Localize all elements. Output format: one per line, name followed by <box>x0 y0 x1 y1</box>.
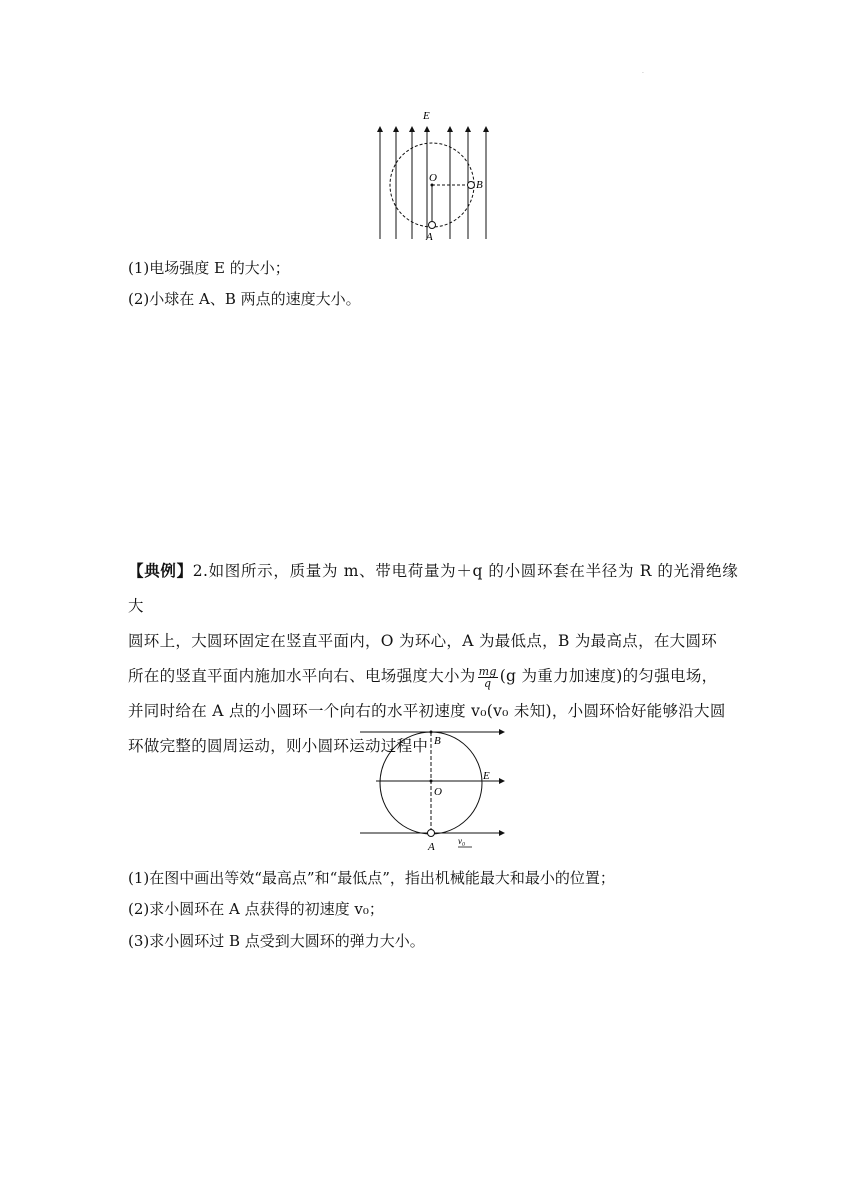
page-mark: . <box>642 68 644 75</box>
fraction-numerator: mg <box>478 664 497 678</box>
fraction-mg-over-q <box>478 666 498 689</box>
problem1-question1: (1)电场强度 E 的大小； <box>128 259 290 277</box>
center-dot <box>430 780 433 783</box>
figure-2-ring-diagram <box>358 725 508 855</box>
example2-line3-post: (g 为重力加速度)的匀强电场， <box>499 667 718 685</box>
center-label: O <box>429 172 437 184</box>
problem1-question2: (2)小球在 A、B 两点的速度大小。 <box>128 290 361 308</box>
example2-line4: 并同时给在 A 点的小圆环一个向右的水平初速度 v₀(v₀ 未知)，小圆环恰好能够沿大圆 <box>128 702 726 720</box>
example2-line3-pre: 所在的竖直平面内施加水平向右、电场强度大小为 <box>128 667 476 685</box>
problem2-question2: (2)求小圆环在 A 点获得的初速度 v₀； <box>128 900 384 918</box>
field-label: E <box>423 110 430 122</box>
point-a-label: A <box>428 841 435 853</box>
point-a-label: A <box>426 231 433 243</box>
example2-line1: 2.如图所示，质量为 m、带电荷量为＋q 的小圆环套在半径为 R 的光滑绝缘大 <box>128 562 738 615</box>
problem2-question1: (1)在图中画出等效“最高点”和“最低点”，指出机械能最大和最小的位置； <box>128 869 615 887</box>
ball-a <box>429 222 436 229</box>
fraction-denominator: q <box>483 676 492 690</box>
center-label: O <box>434 786 442 798</box>
point-b-label: B <box>434 735 441 747</box>
ball-b <box>468 182 475 189</box>
top-dot <box>430 731 433 734</box>
problem2-question3: (3)求小圆环过 B 点受到大圆环的弹力大小。 <box>128 932 425 950</box>
example-tag: 【典例】 <box>128 561 193 580</box>
velocity-label: v₀ <box>458 836 466 846</box>
small-ring-a <box>428 830 435 837</box>
example2-line2: 圆环上，大圆环固定在竖直平面内，O 为环心，A 为最低点，B 为最高点，在大圆环 <box>128 632 718 650</box>
point-b-label: B <box>476 179 483 191</box>
figure-1-field-diagram <box>370 105 495 245</box>
field-label: E <box>483 770 490 782</box>
example2-line5: 环做完整的圆周运动，则小圆环运动过程中 <box>128 737 429 755</box>
